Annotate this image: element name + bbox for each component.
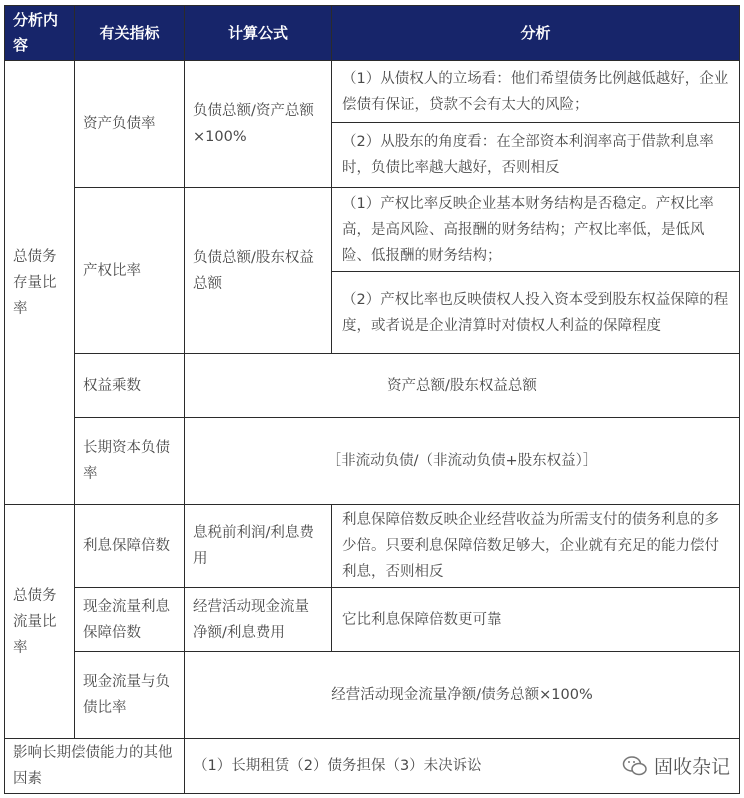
group-stock: 总债务存量比率 <box>5 61 75 505</box>
header-analysis: 分析 <box>332 6 740 61</box>
analysis-cell: （1）产权比率反映企业基本财务结构是否稳定。产权比率高，是高风险、高报酬的财务结构；产权比率低，是低风险、低报酬的财务结构； <box>332 188 740 272</box>
watermark <box>622 752 730 779</box>
table-row <box>5 418 740 505</box>
wechat-icon <box>622 755 648 777</box>
header-analysis-content: 分析内容 <box>5 6 75 61</box>
analysis-cell: 利息保障倍数反映企业经营收益为所需支付的债务利息的多少倍。只要利息保障倍数足够大，企业就有充足的能力偿付利息，否则相反 <box>332 505 740 588</box>
indicator-cell: 产权比率 <box>75 188 185 354</box>
table-row <box>5 588 740 652</box>
formula-cell: 负债总额/资产总额×100% <box>185 61 332 188</box>
indicator-cell: 利息保障倍数 <box>75 505 185 588</box>
indicator-cell: 资产负债率 <box>75 61 185 188</box>
other-factors-label: 影响长期偿债能力的其他因素 <box>5 739 185 794</box>
group-flow: 总债务流量比率 <box>5 505 75 739</box>
analysis-cell: 它比利息保障倍数更可靠 <box>332 588 740 652</box>
header-indicator: 有关指标 <box>75 6 185 61</box>
formula-cell: 负债总额/股东权益总额 <box>185 188 332 354</box>
header-formula: 计算公式 <box>185 6 332 61</box>
watermark-text: 固收杂记 <box>654 756 731 778</box>
indicator-cell: 现金流量利息保障倍数 <box>75 588 185 652</box>
other-factors-content: （1）长期租赁（2）债务担保（3）未决诉讼 <box>185 739 740 794</box>
header-row <box>5 6 740 61</box>
formula-cell: 资产总额/股东权益总额 <box>185 354 740 418</box>
indicator-cell: 权益乘数 <box>75 354 185 418</box>
table-row <box>5 354 740 418</box>
table-row <box>5 652 740 739</box>
indicator-cell: 现金流量与负债比率 <box>75 652 185 739</box>
solvency-indicator-table <box>4 5 740 794</box>
analysis-cell: （2）从股东的角度看：在全部资本利润率高于借款利息率时，负债比率越大越好，否则相反 <box>332 123 740 188</box>
analysis-cell: （1）从债权人的立场看：他们希望债务比例越低越好，企业偿债有保证，贷款不会有太大的风险； <box>332 61 740 123</box>
table-row <box>5 188 740 272</box>
formula-cell: ［非流动负债/（非流动负债+股东权益）］ <box>185 418 740 505</box>
indicator-cell: 长期资本负债率 <box>75 418 185 505</box>
table-row <box>5 505 740 588</box>
formula-cell: 息税前利润/利息费用 <box>185 505 332 588</box>
analysis-cell: （2）产权比率也反映债权人投入资本受到股东权益保障的程度，或者说是企业清算时对债权人利益的保障程度 <box>332 272 740 354</box>
formula-cell: 经营活动现金流量净额/债务总额×100% <box>185 652 740 739</box>
formula-cell: 经营活动现金流量净额/利息费用 <box>185 588 332 652</box>
table-row <box>5 61 740 123</box>
